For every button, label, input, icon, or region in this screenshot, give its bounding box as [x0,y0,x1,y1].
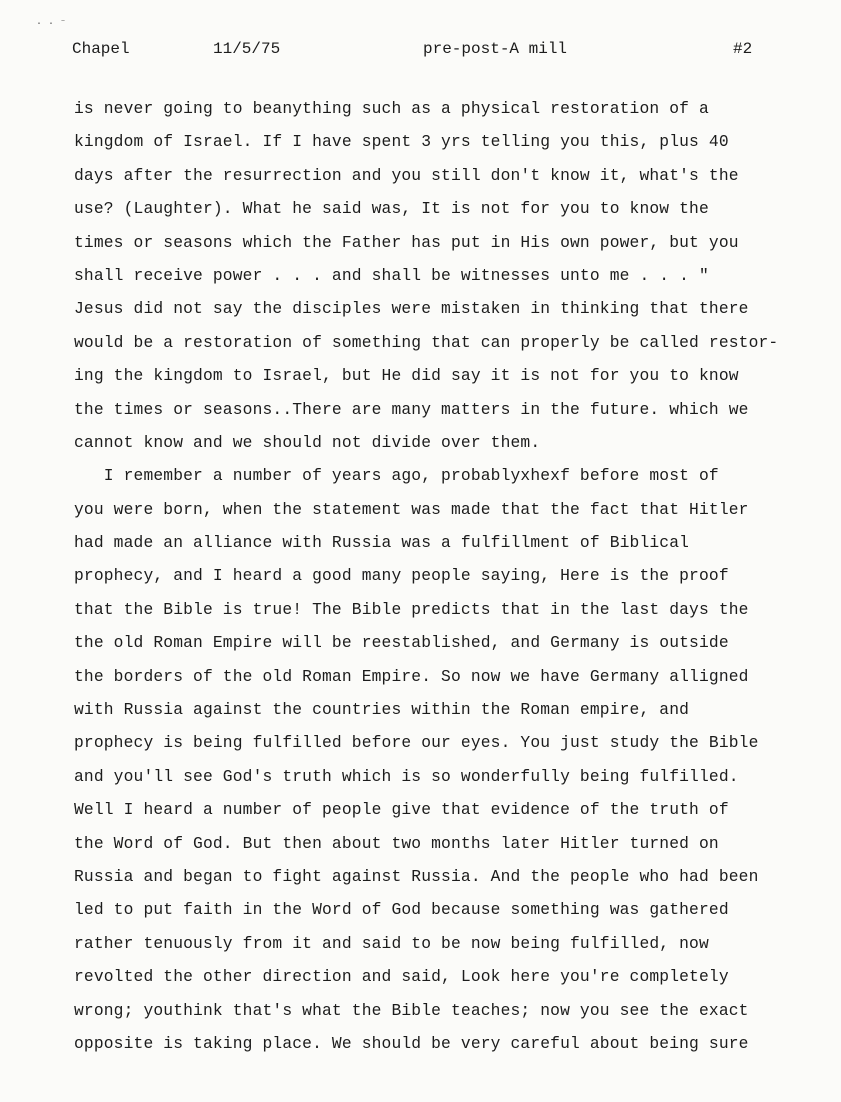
text-line: you were born, when the statement was made that the fact that Hitler [74,499,749,519]
header-title: Chapel [72,40,130,58]
corner-mark: · · ⁻ [36,19,67,30]
text-line: the borders of the old Roman Empire. So now we have Germany alligned [74,666,749,686]
text-line: use? (Laughter). What he said was, It is not for you to know the [74,199,709,219]
text-line: that the Bible is true! The Bible predicts that in the last days the [74,599,749,619]
text-line: wrong; youthink that's what the Bible teaches; now you see the exact [74,1000,749,1020]
text-line: opposite is taking place. We should be very careful about being sure [74,1033,749,1053]
text-line: the old Roman Empire will be reestablished, and Germany is outside [74,633,729,653]
text-line: with Russia against the countries within the Roman empire, and [74,700,690,720]
text-line: and you'll see God's truth which is so wonderfully being fulfilled. [74,766,739,786]
text-line: the Word of God. But then about two months later Hitler turned on [74,833,719,853]
header-date: 11/5/75 [213,40,281,58]
header-subject: pre-post-A mill [423,40,568,58]
text-line: Well I heard a number of people give that evidence of the truth of [74,800,729,820]
text-line: kingdom of Israel. If I have spent 3 yrs telling you this, plus 40 [74,132,729,152]
text-line: had made an alliance with Russia was a fulfillment of Biblical [74,533,690,553]
page-header [0,40,841,64]
text-line: shall receive power . . . and shall be witnesses unto me . . . " [74,265,709,285]
text-line: is never going to beanything such as a physical restoration of a [74,99,709,118]
text-line: prophecy, and I heard a good many people saying, Here is the proof [74,566,729,586]
text-line: days after the resurrection and you still don't know it, what's the [74,165,739,185]
text-line: Jesus did not say the disciples were mistaken in thinking that there [74,299,749,319]
text-line: revolted the other direction and said, Look here you're completely [74,967,729,987]
text-line: cannot know and we should not divide over them. [74,432,541,452]
text-line: rather tenuously from it and said to be now being fulfilled, now [74,933,709,953]
text-line: the times or seasons..There are many matters in the future. which we [74,399,749,419]
text-line: I remember a number of years ago, probablyxhexf before most of [74,466,719,486]
body-text [74,92,779,1060]
text-line: ing the kingdom to Israel, but He did say it is not for you to know [74,366,739,386]
text-line: led to put faith in the Word of God because something was gathered [74,900,729,920]
text-line: Russia and began to fight against Russia. And the people who had been [74,866,759,886]
text-line: prophecy is being fulfilled before our eyes. You just study the Bible [74,733,759,753]
header-page-number: #2 [733,40,753,58]
text-line: would be a restoration of something that can properly be called restor- [74,332,779,352]
text-line: times or seasons which the Father has put in His own power, but you [74,232,739,252]
